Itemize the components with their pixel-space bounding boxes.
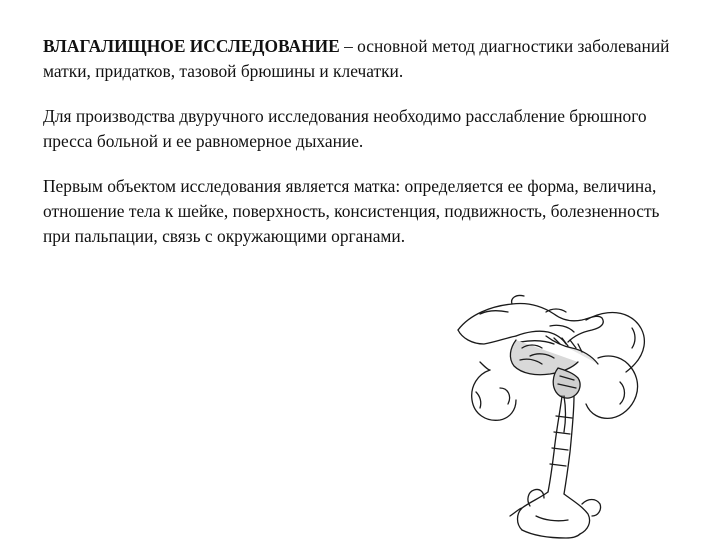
term-vaginal-examination: ВЛАГАЛИЩНОЕ ИССЛЕДОВАНИЕ (43, 36, 340, 56)
bimanual-examination-illustration (450, 292, 672, 540)
paragraph-bimanual: Для производства двуручного исследования необходимо расслабление брюшного пресса больной и ее равномерное дыхание. (43, 106, 647, 151)
slide-text (43, 34, 683, 269)
paragraph-uterus: Первым объектом исследования является матка: определяется ее форма, величина, отношение тела к шейке, поверхность, консистенция, подвижность, болезненность при пальпации, связь с окружающими органами. (43, 176, 660, 246)
definition-text: – основной метод диагностики заболеваний матки, придатков, тазовой брюшины и клечатки. (43, 36, 670, 81)
anatomy-drawing (450, 292, 672, 540)
paragraph-definition (43, 34, 683, 84)
